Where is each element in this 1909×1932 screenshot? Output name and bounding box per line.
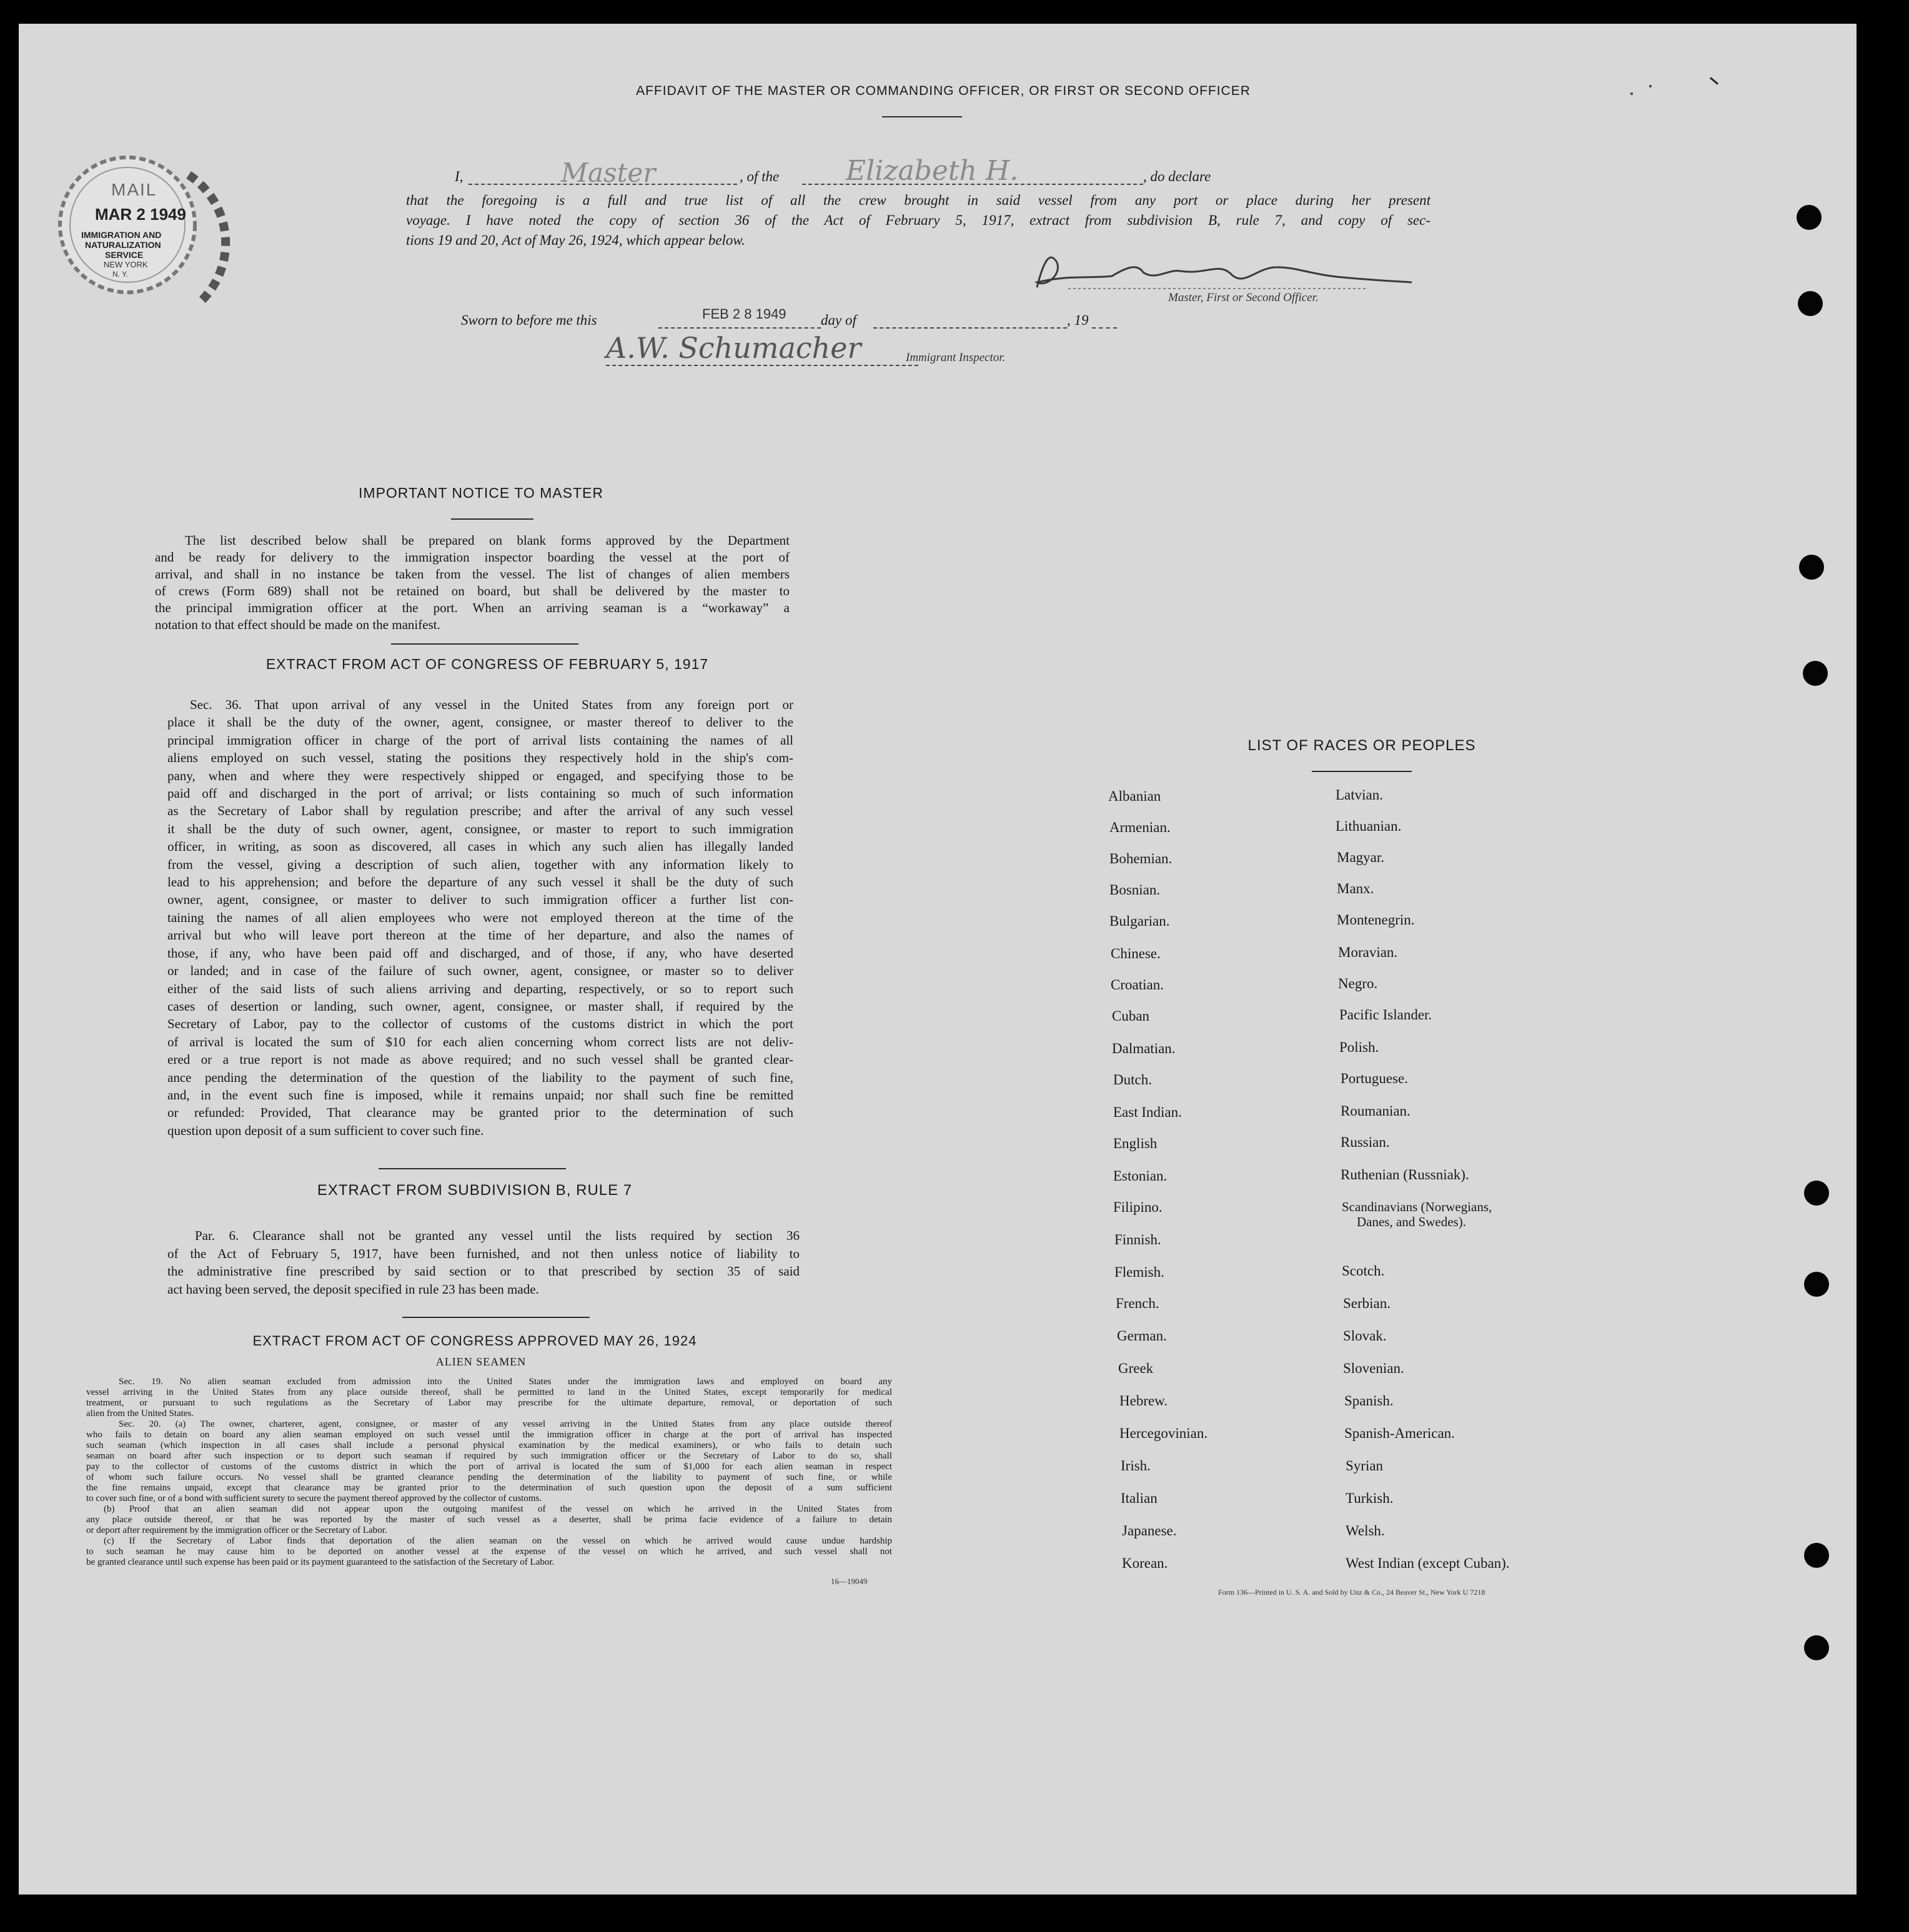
vessel-name-field: Elizabeth H. — [846, 155, 1019, 187]
stamp-mail-label: MAIL — [111, 180, 157, 199]
race-right: Magyar. — [1337, 850, 1385, 865]
affidavit-title: AFFIDAVIT OF THE MASTER OR COMMANDING OFFICER, OR FIRST OR SECOND OFFICER — [636, 84, 1251, 98]
race-right: Polish. — [1339, 1039, 1379, 1055]
extract-1924-line: (c) If the Secretary of Labor finds that deportation of the alien seaman on the vessel on which he arrived would cause undue hardship — [104, 1536, 892, 1546]
notice-line: notation to that effect should be made on the manifest. — [155, 617, 440, 632]
extract-1917-line: as the Secretary of Labor shall by regulation prescribe; and after the arrival of any such vessel — [167, 803, 793, 819]
scan-speck — [1649, 85, 1652, 87]
extract-1924-line: alien from the United States. — [86, 1409, 194, 1419]
extract-1917-line: place it shall be the duty of the owner, agent, consignee, or master thereof to deliver to the — [167, 715, 793, 730]
extract-1924-line: to such seaman he may cause him to be deported on another vessel at the expense of the vessel on which he arrived, and such vessel shall not — [86, 1547, 892, 1557]
affidavit-line-4: tions 19 and 20, Act of May 26, 1924, which appear below. — [406, 232, 745, 248]
extract-1917-line: Secretary of Labor, pay to the collector of customs of the customs district in which the port — [167, 1016, 793, 1032]
races-divider — [1312, 771, 1412, 772]
affidavit-line-3: voyage. I have noted the copy of section 36 of the Act of February 5, 1917, extract from subdivision B, rule 7, and copy of sec- — [406, 212, 1431, 228]
race-left: German. — [1117, 1328, 1167, 1344]
extract-1917-paragraph — [167, 696, 793, 1139]
race-right: Syrian — [1346, 1458, 1384, 1474]
extract-1917-line: ance pending the determination of the question of the liability to the payment of such fine, — [167, 1069, 793, 1085]
binder-hole-icon — [1798, 291, 1823, 316]
scan-speck — [1630, 92, 1633, 95]
race-right: Scandinavians (Norwegians, — [1342, 1199, 1492, 1214]
affidavit-of-the: , of the — [740, 169, 780, 184]
race-right: Slovak. — [1343, 1328, 1387, 1344]
race-left: Korean. — [1122, 1555, 1168, 1571]
extract-1924-title: EXTRACT FROM ACT OF CONGRESS APPROVED MAY 26, 1924 — [252, 1333, 697, 1349]
extract-1917-line: officer, in writing, as soon as discovered, all cases in which any such alien has illegally landed — [167, 839, 793, 855]
race-right: Pacific Islander. — [1339, 1007, 1432, 1023]
race-right: Spanish-American. — [1344, 1425, 1455, 1441]
notice-line: arrival, and shall in no instance be taken from the vessel. The list of changes of alien members — [155, 567, 790, 582]
extract-1917-line: pany, when and where they were respectively shipped or engaged, and specifying those to be — [167, 768, 793, 783]
extract-1917-line: those, if any, who have been paid off and discharged, and of those, if any, who have deserted — [167, 945, 793, 961]
binder-hole-icon — [1804, 1181, 1829, 1206]
sworn-date-line — [658, 327, 821, 329]
notice-paragraph — [155, 532, 790, 633]
extract-1917-line: arrival but who will leave port thereon at the time of her departure, and also the names of — [167, 928, 793, 943]
race-left: Irish. — [1121, 1458, 1151, 1474]
notice-title: IMPORTANT NOTICE TO MASTER — [359, 485, 603, 501]
race-right: Spanish. — [1344, 1393, 1394, 1409]
affidavit-declare: , do declare — [1143, 169, 1211, 184]
race-right-continuation: Danes, and Swedes). — [1357, 1214, 1466, 1229]
subdivision-b-line: act having been served, the deposit specified in rule 23 has been made. — [167, 1281, 539, 1297]
extract-1917-line: question upon deposit of a sum sufficient to cover such fine. — [167, 1122, 484, 1138]
stamp-line: NEW YORK — [104, 260, 148, 269]
races-title: LIST OF RACES OR PEOPLES — [1247, 737, 1476, 754]
scan-speck — [1710, 77, 1718, 85]
extract-1917-line: it shall be the duty of such owner, agent, consignee, or master to report to such immigration — [167, 821, 793, 836]
race-left: Croatian. — [1111, 977, 1164, 993]
extract-1924-line: such seaman (which inspection in all cases shall include a personal physical examination by the medical examiners), or who fails to detain such — [86, 1440, 892, 1450]
section-divider — [391, 643, 578, 645]
binder-hole-icon — [1803, 661, 1828, 686]
notice-line: and be ready for delivery to the immigration inspector boarding the vessel at the port of — [155, 550, 790, 565]
notice-line: the principal immigration officer at the port. When an arriving seaman is a “workaway” a — [155, 600, 790, 615]
binder-hole-icon — [1804, 1635, 1829, 1660]
title-divider — [882, 116, 962, 117]
race-left: Greek — [1118, 1360, 1154, 1376]
race-left: English — [1113, 1136, 1158, 1151]
extract-1917-line: from the vessel, giving a description of such alien, together with any information likely to — [167, 856, 793, 872]
stamp-line: IMMIGRATION AND — [81, 230, 162, 240]
position-field: Master — [561, 157, 656, 188]
subdivision-b-title: EXTRACT FROM SUBDIVISION B, RULE 7 — [317, 1182, 633, 1199]
race-left: Dutch. — [1113, 1072, 1152, 1087]
document-page — [19, 24, 1857, 1895]
race-right: Negro. — [1338, 976, 1378, 991]
race-left: Hercegovinian. — [1119, 1425, 1208, 1441]
subdivision-b-paragraph — [167, 1227, 800, 1298]
extract-1917-line: cases of desertion or landing, such owner, agent, consignee, or master shall, if required by the — [167, 998, 793, 1014]
race-right: Roumanian. — [1341, 1103, 1411, 1119]
stamp-line: SERVICE — [105, 250, 144, 260]
race-left: Hebrew. — [1119, 1393, 1168, 1409]
extract-1924-line: vessel arriving in the United States from any place outside thereof, shall be permitted to land in the United States, except temporarily for medical — [86, 1387, 892, 1397]
extract-1917-line: taining the names of all alien employees who were not employed thereon at the time of the — [167, 909, 793, 925]
form-footer: Form 136—Printed in U. S. A. and Sold by Unz & Co., 24 Beaver St., New York U 7218 — [1218, 1588, 1485, 1597]
inspector-caption: Immigrant Inspector. — [906, 351, 1006, 364]
master-signature-caption: Master, First or Second Officer. — [1168, 291, 1319, 304]
inspector-signature: A.W. Schumacher — [606, 331, 861, 365]
extract-1917-line: lead to his apprehension; and before the departure of any such vessel it shall be the duty of such — [167, 874, 793, 890]
race-right: Ruthenian (Russniak). — [1341, 1167, 1469, 1182]
race-left: Cuban — [1112, 1008, 1150, 1024]
sworn-year: , 19 — [1067, 312, 1089, 328]
sworn-date-stamp: FEB 2 8 1949 — [702, 306, 786, 322]
race-right: Latvian. — [1336, 787, 1383, 803]
race-right: Serbian. — [1343, 1295, 1391, 1311]
notice-divider — [451, 518, 533, 520]
race-left: Armenian. — [1109, 820, 1171, 835]
race-left: Finnish. — [1114, 1232, 1161, 1247]
race-left: Filipino. — [1113, 1199, 1163, 1215]
race-left: Flemish. — [1114, 1264, 1164, 1280]
extract-1924-line: to cover such fine, or of a bond with sufficient surety to secure the payment thereof approved by the collector of customs. — [86, 1494, 542, 1503]
stamp-date: MAR 2 1949 — [95, 205, 186, 224]
extract-1924-subtitle: ALIEN SEAMEN — [435, 1355, 527, 1368]
sworn-prefix: Sworn to before me this — [461, 312, 597, 328]
extract-1917-line: aliens employed on such vessel, stating the positions they respectively hold in the ship's com- — [167, 750, 793, 766]
extract-1917-line: either of the said lists of such aliens arriving and departing, respectively, or so to report such — [167, 981, 793, 996]
race-left: Japanese. — [1122, 1523, 1177, 1538]
race-right: Slovenian. — [1343, 1360, 1404, 1376]
extract-1924-line: Sec. 19. No alien seaman excluded from admission into the United States under the immigration laws and employed on board any — [119, 1377, 892, 1387]
extract-1917-line: Sec. 36. That upon arrival of any vessel in the United States from any foreign port or — [190, 697, 793, 712]
race-left: Italian — [1121, 1490, 1158, 1506]
race-left: Bohemian. — [1109, 851, 1173, 866]
race-left: Albanian — [1108, 788, 1161, 804]
stamp-line: NATURALIZATION — [85, 240, 161, 250]
extract-1924-line: the fine remains unpaid, except that clearance may be granted prior to the determination of such question upon the deposit of a sum sufficient — [86, 1483, 892, 1493]
extract-1924-line: seaman on board after such inspection or to deport such seaman if required by such immigration officer or the Secretary of Labor to do so, shall — [86, 1451, 892, 1461]
extract-1917-line: of arrival is located the sum of $10 for each alien concerning whom correct lists are not deliv- — [167, 1034, 793, 1049]
extract-1917-line: owner, agent, consignee, or master to deliver to such immigration officer a further list con- — [167, 892, 793, 908]
extract-1924-line: or deport after requirement by the immigration officer or the Secretary of Labor. — [86, 1525, 387, 1535]
race-right: Montenegrin. — [1337, 912, 1415, 928]
race-left: French. — [1116, 1295, 1159, 1311]
extract-1924-line: Sec. 20. (a) The owner, charterer, agent, consignee, or master of any vessel arriving in the United States from any place outside thereof — [119, 1419, 892, 1429]
extract-1917-line: and, in the event such fine is imposed, while it remains unpaid; nor shall such fine be remitted — [167, 1087, 793, 1102]
subdivision-b-line: Par. 6. Clearance shall not be granted any vessel until the lists required by section 36 — [195, 1228, 800, 1243]
race-right: Lithuanian. — [1336, 818, 1402, 834]
race-left: Bulgarian. — [1109, 913, 1170, 929]
affidavit-i: I, — [455, 169, 464, 184]
extract-1924-line: who fails to detain on board any alien seaman employed on such vessel until the immigration officer in charge at the port of arrival has inspected — [86, 1430, 892, 1440]
subdivision-b-line: the administrative fine prescribed by said section or to that prescribed by section 35 of said — [167, 1264, 800, 1279]
extract-1924-footer-code: 16—19049 — [831, 1577, 868, 1586]
notice-line: The list described below shall be prepared on blank forms approved by the Department — [185, 533, 790, 548]
extract-1924-paragraph — [86, 1377, 892, 1568]
race-right: Russian. — [1341, 1134, 1390, 1150]
race-right: Moravian. — [1338, 944, 1398, 960]
race-left: Dalmatian. — [1112, 1041, 1176, 1056]
affidavit-line-1 — [455, 155, 1429, 189]
section-divider — [379, 1168, 566, 1169]
subdivision-b-line: of the Act of February 5, 1917, have been furnished, and not then unless notice of liability to — [167, 1246, 800, 1261]
sworn-month-line — [873, 327, 1067, 329]
race-left: Chinese. — [1111, 946, 1161, 961]
extract-1924-line: any place outside thereof, or that he was reported by the master of such vessel as a deserter, shall be prima facie evidence of a failure to detain — [86, 1515, 892, 1525]
stamp-line: N. Y. — [112, 270, 128, 279]
extract-1917-line: or landed; and in case of the failure of such owner, agent, consignee, or master so to deliver — [167, 963, 793, 979]
race-right: Scotch. — [1342, 1263, 1385, 1279]
binder-hole-icon — [1804, 1272, 1829, 1297]
race-right: Portuguese. — [1341, 1071, 1408, 1086]
extract-1917-line: ered or a true report is not made as above required; and no such vessel shall be granted clear- — [167, 1052, 793, 1068]
inspector-signature-line — [606, 365, 918, 366]
race-right: Manx. — [1337, 881, 1374, 896]
extract-1917-title: EXTRACT FROM ACT OF CONGRESS OF FEBRUARY 5, 1917 — [265, 656, 709, 672]
binder-hole-icon — [1797, 205, 1822, 230]
extract-1917-line: or refunded: Provided, That clearance may be granted prior to the determination of such — [167, 1105, 793, 1121]
extract-1924-line: pay to the collector of customs of the customs district in which the port of arrival is located the sum of $1,000 for each alien seaman in respect — [86, 1462, 892, 1472]
sworn-line — [461, 306, 1123, 334]
extract-1924-line: treatment, or pursuant to such regulations as the Secretary of Labor may prescribe for the ultimate departure, removal, or deportation of such — [86, 1398, 892, 1408]
sworn-day-of: day of — [821, 312, 856, 328]
extract-1917-line: principal immigration officer in charge of the port of arrival lists containing the names of all — [167, 732, 793, 748]
notice-line: of crews (Form 689) shall not be retained on board, but shall be delivered by the master to — [155, 583, 790, 598]
binder-hole-icon — [1804, 1543, 1829, 1568]
race-left: Bosnian. — [1109, 882, 1161, 898]
race-right: West Indian (except Cuban). — [1346, 1555, 1510, 1571]
race-right: Welsh. — [1346, 1523, 1385, 1538]
extract-1924-line: of whom such failure occurs. No vessel shall be granted clearance pending the determination of the liability to payment of such fine, or while — [86, 1472, 892, 1482]
race-left: East Indian. — [1113, 1104, 1182, 1120]
extract-1924-line: (b) Proof that an alien seaman did not appear upon the outgoing manifest of the vessel on which he arrived in the United States from — [104, 1504, 892, 1514]
section-divider — [402, 1317, 590, 1318]
extract-1917-line: paid off and discharged in the port of arrival; or lists containing so much of such information — [167, 786, 793, 801]
sworn-year-line — [1092, 327, 1117, 329]
extract-1924-line: be granted clearance until such expense has been paid or its payment guaranteed to the satisfaction of the Secretary of Labor. — [86, 1557, 555, 1567]
race-right: Turkish. — [1346, 1490, 1394, 1506]
binder-hole-icon — [1799, 555, 1824, 580]
race-left: Estonian. — [1113, 1168, 1168, 1184]
affidavit-line-2: that the foregoing is a full and true list of all the crew brought in said vessel from any port or place during her present — [406, 192, 1431, 208]
